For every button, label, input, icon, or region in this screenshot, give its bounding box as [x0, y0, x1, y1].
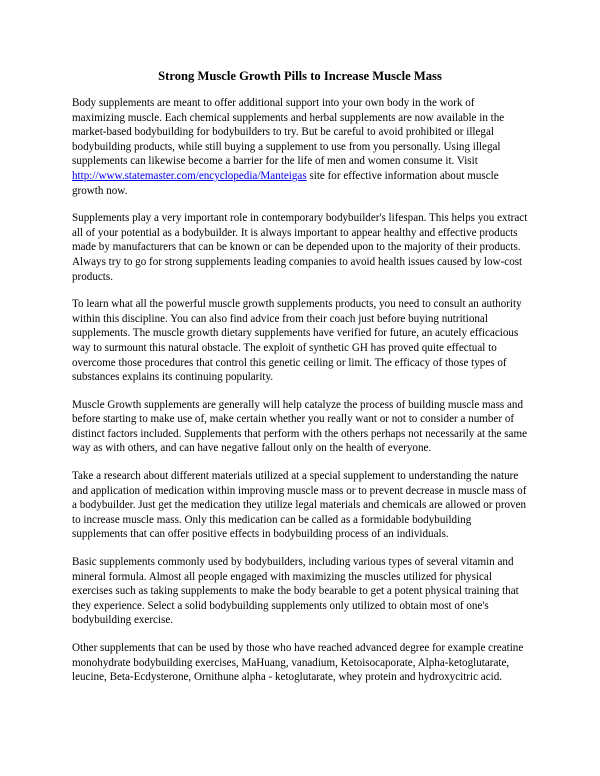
- paragraph-6: Basic supplements commonly used by bodybuilders, including various types of several vitamin and mineral formula. Almost all people engaged with maximizing the muscles utilized for physical exercises such as taking supplements to make the body bearable to get a potent physical training that they experience. Select a solid bodybuilding supplements only utilized to obtain most of one's bodybuilding exercise.: [72, 556, 519, 627]
- paragraph-2: Supplements play a very important role in contemporary bodybuilder's lifespan. This helps you extract all of your potential as a bodybuilder. It is always important to appear healthy and effective products made by manufacturers that can be known or can be depended upon to the majority of their products. Always try to go for strong supplements leading companies to avoid health issues caused by low-cost products.: [72, 212, 528, 283]
- paragraph-1-text-before-link: Body supplements are meant to offer additional support into your own body in the work of maximizing muscle. Each chemical supplements and herbal supplements are now available in the market-based bodybuilding for bodybuilders to try. But be careful to avoid prohibited or illegal bodybuilding products, while still buying a supplement to use from you personally. Using illegal supplements can likewise become a barrier for the life of men and women consume it. Visit: [72, 97, 505, 168]
- document-page: [72, 68, 528, 698]
- paragraph-1: [72, 96, 528, 198]
- paragraph-4: Muscle Growth supplements are generally will help catalyze the process of building muscle mass and before starting to make use of, make certain whether you really want or not to consider a number of distinct factors included. Supplements that perform with the others perhaps not necessarily at the same way as with others, and can have negative fallout only on the health of everyone.: [72, 398, 528, 455]
- paragraph-7: Other supplements that can be used by those who have reached advanced degree for example creatine monohydrate bodybuilding exercises, MaHuang, vanadium, Ketoisocaporate, Alpha-ketoglutarate, leucine, Beta-Ecdysterone, Ornithune alpha - ketoglutarate, whey protein and hydroxycitric acid.: [72, 642, 524, 684]
- document-title: Strong Muscle Growth Pills to Increase Muscle Mass: [158, 69, 442, 83]
- paragraph-3: To learn what all the powerful muscle growth supplements products, you need to consult an authority within this discipline. You can also find advice from their coach just before buying nutritional supplements. The muscle growth dietary supplements have verified for future, an acutely efficacious way to surmount this natural obstacle. The exploit of synthetic GH has proved quite effectual to overcome those procedures that control this genetic ceiling or limit. The efficacy of those types of substances explains its continuing popularity.: [72, 298, 522, 384]
- paragraph-5: Take a research about different materials utilized at a special supplement to understanding the nature and application of medication within improving muscle mass or to prevent decrease in muscle mass of a bodybuilder. Just get the medication they utilize legal materials and chemicals are allowed or proven to increase muscle mass. Only this medication can be called as a formidable bodybuilding supplements that can offer positive effects in bodybuilding process of an individuals.: [72, 470, 527, 541]
- paragraph-1-text-after-link: site for effective information about muscle growth now.: [72, 169, 499, 197]
- statemaster-link[interactable]: http://www.statemaster.com/encyclopedia/Manteigas: [72, 169, 307, 182]
